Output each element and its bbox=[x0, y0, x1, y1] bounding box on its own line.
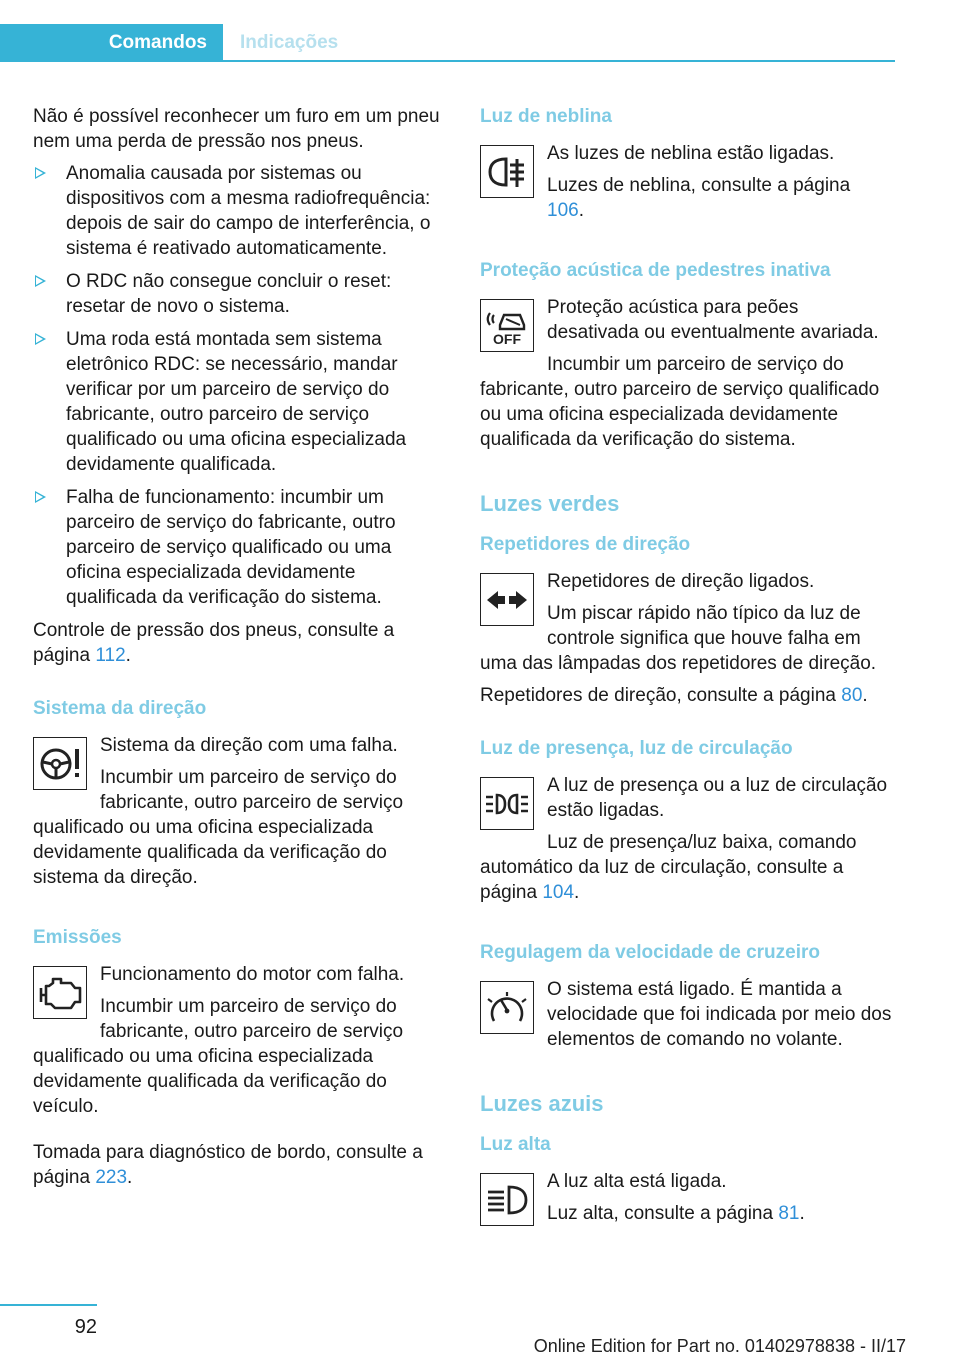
turn-p2: Um piscar rápido não típico da luz de controle significa que houve falha em uma das lâmpadas dos repetidores de direção. bbox=[480, 603, 877, 674]
edition-footer: Online Edition for Part no. 01402978838 - II/17 bbox=[533, 1336, 906, 1356]
emissions-heading: Emissões bbox=[33, 927, 122, 948]
high-beam-p1: A luz alta está ligada. bbox=[547, 1171, 727, 1192]
steering-heading: Sistema da direção bbox=[33, 698, 207, 719]
list-item: Uma roda está montada sem sistema eletrônico RDC: se necessário, mandar verificar por um parceiro de serviço do fabricante, outro parceiro de serviço qualificado ou uma oficina especializada devidamente qualificada. bbox=[33, 327, 448, 477]
right-column bbox=[480, 104, 895, 1233]
bullet-triangle-icon bbox=[35, 333, 46, 345]
pedestrian-heading: Proteção acústica de pedestres inativa bbox=[480, 260, 831, 281]
fog-light-icon bbox=[480, 145, 534, 198]
cruise-control-icon bbox=[480, 981, 534, 1034]
intro-paragraph: Não é possível reconhecer um furo em um pneu nem uma perda de pressão nos pneus. bbox=[33, 106, 440, 152]
high-beam-heading: Luz alta bbox=[480, 1134, 551, 1155]
emissions-p2: Incumbir um parceiro de serviço do fabricante, outro parceiro de serviço qualificado ou uma oficina especializada devidamente qualificada da verificação do veículo. bbox=[33, 996, 404, 1117]
list-item: Falha de funcionamento: incumbir um parceiro de serviço do fabricante, outro parceiro de serviço qualificado ou uma oficina especializada devidamente qualificada da verificação do sistema. bbox=[33, 485, 448, 610]
page-link-223[interactable]: 223 bbox=[95, 1167, 128, 1188]
fog-p1: As luzes de neblina estão ligadas. bbox=[547, 143, 835, 164]
tab-indicacoes[interactable]: Indicações bbox=[240, 32, 339, 53]
cruise-heading: Regulagem da velocidade de cruzeiro bbox=[480, 942, 820, 963]
turn-heading: Repetidores de direção bbox=[480, 534, 691, 555]
steering-warning-icon bbox=[33, 737, 87, 790]
high-beam-icon bbox=[480, 1173, 534, 1226]
list-item: O RDC não consegue concluir o reset: resetar de novo o sistema. bbox=[33, 269, 448, 319]
parking-p1: A luz de presença ou a luz de circulação estão ligadas. bbox=[547, 775, 888, 821]
blue-lights-heading: Luzes azuis bbox=[480, 1091, 604, 1116]
page-link-104[interactable]: 104 bbox=[542, 882, 575, 903]
turn-signal-icon bbox=[480, 573, 534, 626]
page-link-106[interactable]: 106 bbox=[547, 200, 579, 221]
high-beam-p2: Luz alta, consulte a página 81. bbox=[547, 1203, 805, 1224]
cruise-p1: O sistema está ligado. É mantida a velocidade que foi indicada por meio dos elementos de comando no volante. bbox=[547, 979, 892, 1050]
parking-heading: Luz de presença, luz de circulação bbox=[480, 738, 793, 759]
page-link-81[interactable]: 81 bbox=[778, 1203, 800, 1224]
turn-p1: Repetidores de direção ligados. bbox=[547, 571, 815, 592]
pedestrian-p1: Proteção acústica para peões desativada ou eventualmente avariada. bbox=[547, 297, 879, 343]
header-tabs bbox=[0, 24, 895, 62]
off-label: OFF bbox=[493, 330, 521, 347]
pedestrian-p2: Incumbir um parceiro de serviço do fabricante, outro parceiro de serviço qualificado ou uma oficina especializada devidamente qualificada da verificação do sistema. bbox=[480, 354, 880, 450]
pedestrian-warning-off-icon bbox=[480, 299, 534, 352]
steering-p2: Incumbir um parceiro de serviço do fabricante, outro parceiro de serviço qualificado ou uma oficina especializada devidamente qualificada da verificação do sistema da direção. bbox=[33, 767, 404, 888]
list-item: Anomalia causada por sistemas ou dispositivos com a mesma radiofrequência: depois de sair do campo de interferência, o sistema é reativado automaticamente. bbox=[33, 161, 448, 261]
page-number-rule bbox=[0, 1304, 97, 1306]
header-rule bbox=[223, 60, 895, 62]
tab-comandos[interactable]: Comandos bbox=[0, 24, 223, 62]
parking-light-icon bbox=[480, 777, 534, 830]
engine-check-icon bbox=[33, 966, 87, 1019]
emissions-p1: Funcionamento do motor com falha. bbox=[100, 964, 405, 985]
steering-p1: Sistema da direção com uma falha. bbox=[100, 735, 398, 756]
bullet-triangle-icon bbox=[35, 491, 46, 503]
obd-reference: Tomada para diagnóstico de bordo, consulte a página 223. bbox=[33, 1142, 423, 1188]
page-number: 92 bbox=[74, 1316, 97, 1338]
parking-p2: Luz de presença/luz baixa, comando automático da luz de circulação, consulte a página 104. bbox=[480, 832, 857, 903]
turn-reference: Repetidores de direção, consulte a página 80. bbox=[480, 685, 868, 706]
fog-heading: Luz de neblina bbox=[480, 106, 612, 127]
bullet-triangle-icon bbox=[35, 167, 46, 179]
fog-p2: Luzes de neblina, consulte a página 106. bbox=[547, 175, 851, 221]
left-column bbox=[33, 104, 448, 1197]
bullet-list bbox=[33, 161, 448, 610]
bullet-triangle-icon bbox=[35, 275, 46, 287]
green-lights-heading: Luzes verdes bbox=[480, 491, 620, 516]
page-link-80[interactable]: 80 bbox=[841, 685, 863, 706]
page-link-112[interactable]: 112 bbox=[95, 645, 126, 666]
tpms-reference: Controle de pressão dos pneus, consulte a página 112. bbox=[33, 620, 395, 666]
